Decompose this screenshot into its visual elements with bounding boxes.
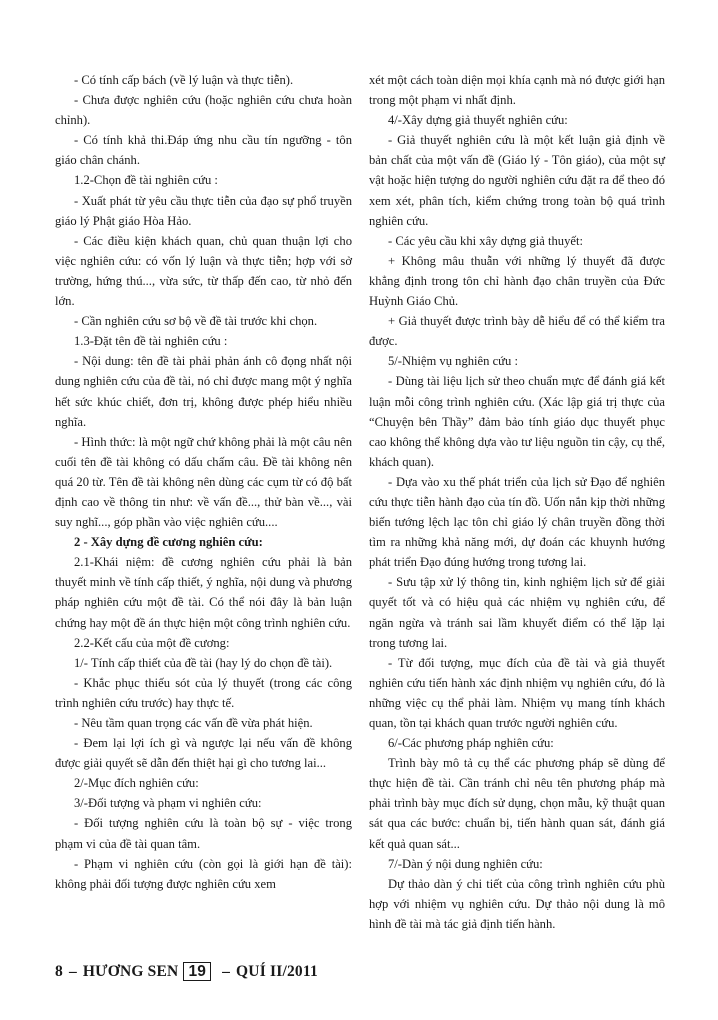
footer-dash: –	[68, 962, 77, 980]
paragraph: 1/- Tính cấp thiết của đề tài (hay lý do chọn đề tài).	[74, 655, 333, 670]
magazine-title: HƯƠNG SEN	[82, 962, 179, 980]
paragraph: 5/-Nhiệm vụ nghiên cứu :	[388, 354, 518, 369]
paragraph: - Nêu tầm quan trọng các vấn đề vừa phát hiện.	[74, 716, 313, 730]
paragraph: - Nội dung: tên đề tài phải phản ánh cô đọng nhất nội dung nghiên cứu của đề tài, nó chỉ được mang một ý nghĩa hết sức khúc chiết, đơn trị, không được phép hiểu nhiều nghĩa.	[55, 354, 352, 429]
paragraph: 2 - Xây dựng đề cương nghiên cứu:	[74, 535, 263, 550]
left-text-column	[55, 70, 352, 894]
paragraph: 7/-Dàn ý nội dung nghiên cứu:	[388, 856, 543, 871]
paragraph: 1.2-Chọn đề tài nghiên cứu :	[74, 173, 218, 188]
paragraph: xét một cách toàn diện mọi khía cạnh mà nó được giới hạn trong một phạm vi nhất định.	[369, 73, 665, 108]
paragraph: 2.2-Kết cấu của một đề cương:	[74, 635, 230, 650]
page-footer	[55, 962, 318, 981]
issue-number-box: 19	[183, 962, 211, 981]
paragraph: 6/-Các phương pháp nghiên cứu:	[388, 736, 554, 751]
paragraph: 2/-Mục đích nghiên cứu:	[74, 776, 199, 791]
paragraph: 1.3-Đặt tên đề tài nghiên cứu :	[74, 334, 228, 349]
footer-dash-2: –	[222, 962, 231, 980]
paragraph: Trình bày mô tả cụ thể các phương pháp sẽ dùng để thực hiện đề tài. Cần tránh chỉ nêu tên phương pháp mà phải trình bày mục đích sử dụng, chọn mẫu, kỹ thuật quan sát qua các bước: chuẩn bị, tiến hành quan sát, đánh giá kết quả quan sát...	[369, 756, 665, 851]
paragraph: - Cần nghiên cứu sơ bộ về đề tài trước khi chọn.	[74, 314, 318, 329]
paragraph: - Hình thức: là một ngữ chứ không phải là một câu nên cuối tên đề tài không có dấu chấm câu. Đề tài không nên quá 20 từ. Tên đề tài không nên dùng các cụm từ có độ bất định cao về thông tin như: về vấn đề..., thử bàn về..., vài suy nghĩ..., góp phần vào việc nghiên cứu....	[55, 434, 352, 530]
paragraph: - Sưu tập xử lý thông tin, kinh nghiệm lịch sử để giải quyết tốt và có hiệu quả các nhiệm vụ nghiên cứu, để ngăn ngừa và tránh sai lầm khuyết điểm có thể lặp lại trong tương lai.	[369, 575, 665, 650]
paragraph: 3/-Đối tượng và phạm vi nghiên cứu:	[74, 796, 262, 811]
paragraph: - Đối tượng nghiên cứu là toàn bộ sự - việc trong phạm vi của đề tài quan tâm.	[55, 816, 352, 851]
paragraph: - Giả thuyết nghiên cứu là một kết luận giả định về bản chất của một vấn đề (Giáo lý - Tôn giáo), của một sự vật hoặc hiện tượng do người nghiên cứu đặt ra để theo đó xem xét, phân tích, kiểm chứng trong toàn bộ quá trình nghiên cứu.	[369, 133, 665, 228]
paragraph: - Các điều kiện khách quan, chủ quan thuận lợi cho việc nghiên cứu: có vốn lý luận và thực tiễn; hợp với sở trường, hứng thú..., vừa sức, từ thấp đến cao, từ nhỏ đến lớn.	[55, 233, 352, 309]
right-text-column	[369, 70, 665, 934]
paragraph: - Đem lại lợi ích gì và ngược lại nếu vấn đề không được giải quyết sẽ dẫn đến thiệt hại gì cho tương lai...	[55, 736, 352, 771]
paragraph: - Có tính khả thi.Đáp ứng nhu cầu tín ngưỡng - tôn giáo chân chánh.	[55, 133, 352, 168]
paragraph: - Khắc phục thiếu sót của lý thuyết (trong các công trình nghiên cứu trước) hay thực tế.	[55, 675, 352, 710]
paragraph: - Dựa vào xu thế phát triển của lịch sử Đạo để nghiên cứu thực tiễn hành đạo của tín đồ. Uốn nắn kịp thời những biến tướng lệch lạc tôn chỉ giáo lý chân truyền đồng thời tìm ra những khả năng mới, dự đoán các khuynh hướng phát triển Đạo đúng hướng trong tương lai.	[369, 474, 665, 570]
issue-period: QUÍ II/2011	[236, 962, 318, 980]
paragraph: - Phạm vi nghiên cứu (còn gọi là giới hạn đề tài): không phải đối tượng được nghiên cứu xem	[55, 856, 352, 891]
paragraph: - Từ đối tượng, mục đích của đề tài và giả thuyết nghiên cứu tiến hành xác định nhiệm vụ nghiên cứu, đó là những việc cụ thể phải làm. Nhiệm vụ mang tính khách quan, tồn tại khách quan trước người nghiên cứu.	[369, 655, 665, 730]
paragraph: - Xuất phát từ yêu cầu thực tiễn của đạo sự phổ truyền giáo lý Phật giáo Hòa Hảo.	[55, 193, 352, 228]
paragraph: Dự thảo dàn ý chi tiết của công trình nghiên cứu phù hợp với nhiệm vụ nghiên cứu. Dự thảo nội dung là mô hình đề tài mà tác giả định tiến hành.	[369, 876, 665, 931]
paragraph: + Không mâu thuẫn với những lý thuyết đã được khẳng định trong tôn chỉ hành đạo chân truyền của Đức Huỳnh Giáo Chủ.	[369, 253, 665, 309]
paragraph: 4/-Xây dựng giả thuyết nghiên cứu:	[388, 113, 568, 128]
paragraph: - Có tính cấp bách (về lý luận và thực tiễn).	[74, 73, 294, 87]
paragraph: - Dùng tài liệu lịch sử theo chuẩn mực để đánh giá kết luận mỗi công trình nghiên cứu. (Xác lập giá trị thực của “Chuyện bên Thầy” đảm bảo tính giáo dục thuyết phục cao không thể không dựa vào tư liệu nguồn tin cậy, cụ thể, khách quan).	[369, 374, 665, 469]
paragraph: 2.1-Khái niệm: đề cương nghiên cứu phải là bản thuyết minh về tính cấp thiết, ý nghĩa, nội dung và phương pháp nghiên cứu một đề tài. Có thể nói đây là bản luận chứng hay một đề án thực hiện một công trình nghiên cứu.	[55, 555, 352, 630]
paragraph: - Các yêu cầu khi xây dựng giả thuyết:	[388, 233, 583, 248]
page-number: 8	[55, 962, 63, 980]
paragraph: + Giả thuyết được trình bày dễ hiểu để có thể kiểm tra được.	[369, 314, 665, 349]
paragraph: - Chưa được nghiên cứu (hoặc nghiên cứu chưa hoàn chỉnh).	[55, 93, 352, 128]
